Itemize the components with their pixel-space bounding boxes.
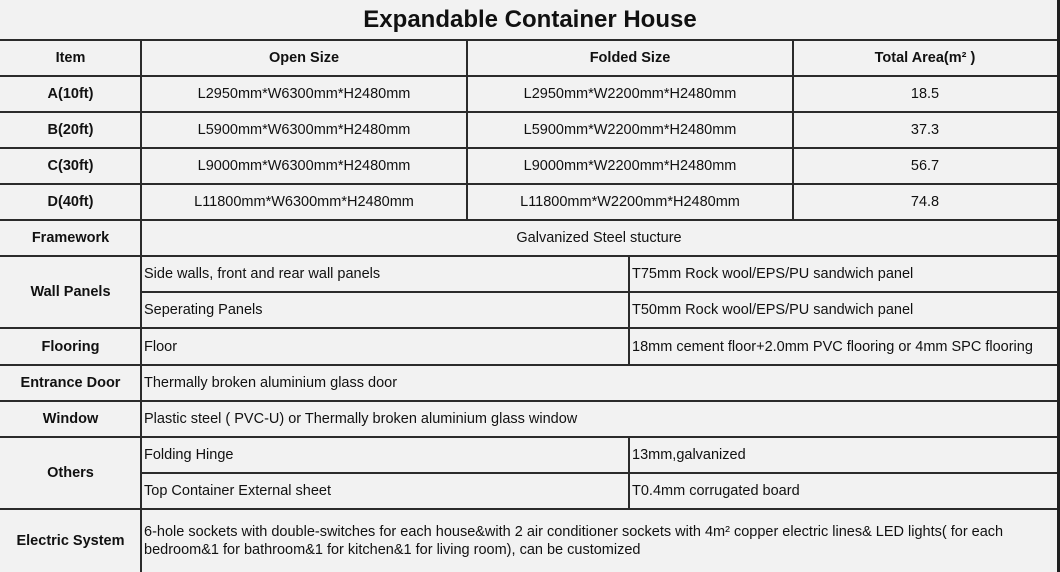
grid-line xyxy=(466,40,468,220)
framework-label: Framework xyxy=(31,230,110,246)
size-item: C(30ft) xyxy=(47,158,94,174)
framework-value: Galvanized Steel stucture xyxy=(516,230,682,246)
size-open: L9000mm*W6300mm*H2480mm xyxy=(197,158,411,174)
wall-panels-label: Wall Panels xyxy=(30,284,111,300)
header-item: Item xyxy=(55,50,86,66)
size-area: 56.7 xyxy=(910,158,940,174)
size-folded: L11800mm*W2200mm*H2480mm xyxy=(520,194,740,210)
size-open: L2950mm*W6300mm*H2480mm xyxy=(197,86,411,102)
wall-panel-spec: T75mm Rock wool/EPS/PU sandwich panel xyxy=(632,266,914,282)
size-area: 74.8 xyxy=(910,194,940,210)
size-area: 18.5 xyxy=(910,86,940,102)
size-folded: L2950mm*W2200mm*H2480mm xyxy=(523,86,737,102)
size-folded: L5900mm*W2200mm*H2480mm xyxy=(523,122,737,138)
others-label: Others xyxy=(47,465,94,481)
window-value: Plastic steel ( PVC-U) or Thermally broken aluminium glass window xyxy=(144,411,578,427)
wall-panel-part: Side walls, front and rear wall panels xyxy=(144,266,381,282)
grid-line xyxy=(0,508,1060,510)
grid-line xyxy=(0,364,1060,366)
entrance-door-value: Thermally broken aluminium glass door xyxy=(144,375,398,391)
grid-line xyxy=(0,327,1060,329)
others-spec: T0.4mm corrugated board xyxy=(632,483,800,499)
grid-line xyxy=(0,255,1060,257)
electric-system-value xyxy=(141,509,1057,572)
others-spec: 13mm,galvanized xyxy=(632,447,746,463)
grid-line xyxy=(0,75,1060,77)
grid-line xyxy=(140,40,142,572)
size-item: D(40ft) xyxy=(47,194,94,210)
flooring-label: Flooring xyxy=(41,338,100,355)
grid-line xyxy=(0,39,1060,41)
electric-system-line1: 6-hole sockets with double-switches for each house&with 2 air conditioner sockets with 4m² copper electric lines& LED lights( for each xyxy=(144,523,1004,540)
table-title: Expandable Container House xyxy=(363,6,697,33)
size-open: L5900mm*W6300mm*H2480mm xyxy=(197,122,411,138)
electric-system-label: Electric System xyxy=(16,532,125,549)
size-folded: L9000mm*W2200mm*H2480mm xyxy=(523,158,737,174)
size-open: L11800mm*W6300mm*H2480mm xyxy=(194,194,414,210)
others-part: Top Container External sheet xyxy=(144,483,331,499)
flooring-spec: 18mm cement floor+2.0mm PVC flooring or 4mm SPC flooring xyxy=(632,338,1033,355)
electric-system-line2: bedroom&1 for bathroom&1 for kitchen&1 for living room), can be customized xyxy=(144,541,641,558)
grid-line xyxy=(0,111,1060,113)
grid-line xyxy=(628,256,630,365)
grid-line xyxy=(792,40,794,220)
window-label: Window xyxy=(42,411,99,427)
grid-line xyxy=(628,437,630,509)
size-item: A(10ft) xyxy=(47,86,94,102)
wall-panel-part: Seperating Panels xyxy=(144,302,263,318)
header-open-size: Open Size xyxy=(268,50,340,66)
wall-panel-spec: T50mm Rock wool/EPS/PU sandwich panel xyxy=(632,302,914,318)
grid-line xyxy=(0,436,1060,438)
grid-line xyxy=(141,472,1060,474)
flooring-part: Floor xyxy=(144,338,178,355)
grid-line xyxy=(0,219,1060,221)
grid-line xyxy=(0,400,1060,402)
grid-line xyxy=(0,147,1060,149)
others-part: Folding Hinge xyxy=(144,447,234,463)
header-total-area: Total Area(m² ) xyxy=(874,50,976,66)
size-area: 37.3 xyxy=(910,122,940,138)
size-item: B(20ft) xyxy=(47,122,94,138)
header-folded-size: Folded Size xyxy=(589,50,671,66)
grid-line xyxy=(141,291,1060,293)
grid-line xyxy=(0,183,1060,185)
entrance-door-label: Entrance Door xyxy=(20,375,121,391)
